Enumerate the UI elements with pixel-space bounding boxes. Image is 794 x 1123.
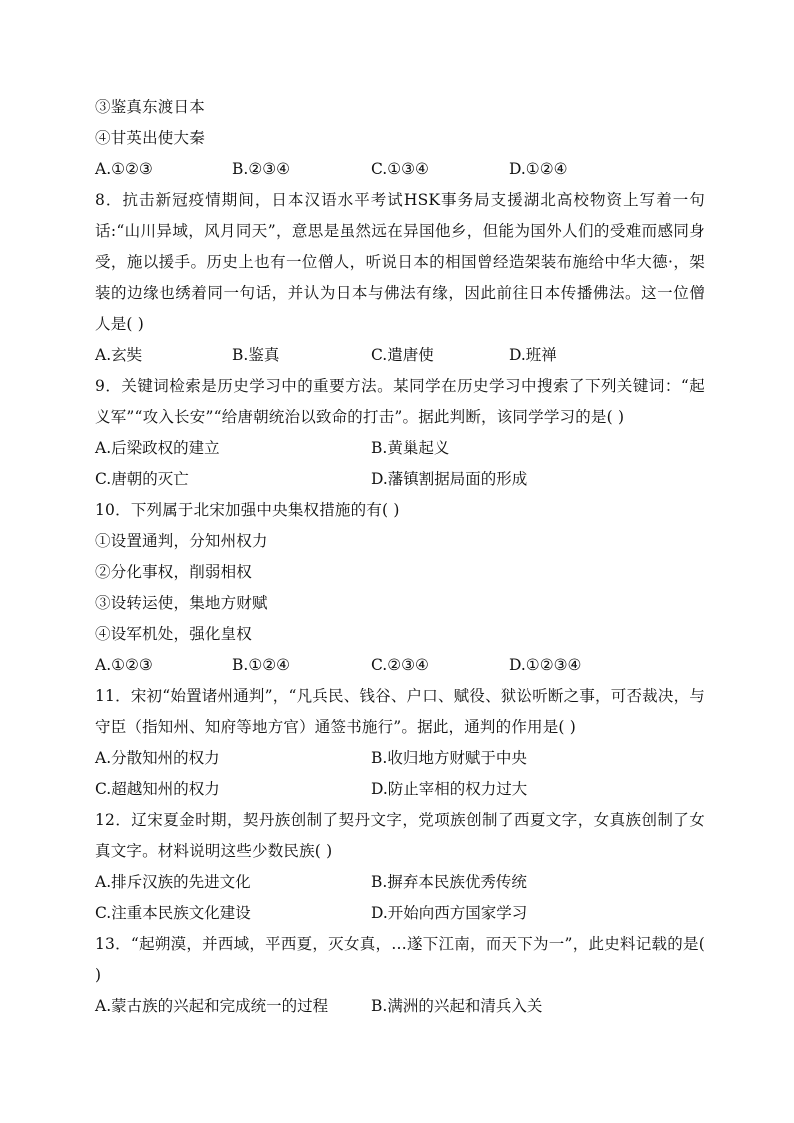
q13-option-b[interactable]: B.满洲的兴起和清兵入关 <box>371 997 543 1015</box>
q9-option-b[interactable]: B.黄巢起义 <box>371 439 450 457</box>
q10-option-c[interactable]: C.②③④ <box>371 656 429 674</box>
q12-option-c[interactable]: C.注重本民族文化建设 <box>95 904 251 922</box>
q8-options <box>95 340 705 371</box>
q9-stem: 9．关键词检索是历史学习中的重要方法。某同学在历史学习中搜索了下列关键词：“起义军”“攻入长安”“给唐朝统治以致命的打击”。据此判断，该同学学习的是( ) <box>95 377 705 426</box>
q12-option-a[interactable]: A.排斥汉族的先进文化 <box>95 873 251 891</box>
q8-option-a[interactable]: A.玄奘 <box>95 346 143 364</box>
q7-option-a[interactable]: A.①②③ <box>95 160 153 178</box>
q11-stem: 11．宋初“始置诸州通判”，“凡兵民、钱谷、户口、赋役、狱讼听断之事，可否裁决，与守臣（指知州、知府等地方官）通签书施行”。据此，通判的作用是( ) <box>95 687 705 736</box>
q10-option-d[interactable]: D.①②③④ <box>509 656 582 674</box>
q11-option-c[interactable]: C.超越知州的权力 <box>95 780 220 798</box>
q8-option-b[interactable]: B.鉴真 <box>232 346 280 364</box>
q8-option-c[interactable]: C.遣唐使 <box>371 346 434 364</box>
q11-option-b[interactable]: B.收归地方财赋于中央 <box>371 749 527 767</box>
q13-stem: 13．“起朔漠，并西域，平西夏，灭女真，…遂下江南，而天下为一”，此史料记载的是( ) <box>95 935 705 984</box>
q9-options-row1 <box>95 433 705 464</box>
exam-page <box>95 92 705 1022</box>
q9-options-row2 <box>95 464 705 495</box>
q12-options-row2 <box>95 898 705 929</box>
q7-option-b[interactable]: B.②③④ <box>232 160 291 178</box>
q10-options <box>95 650 705 681</box>
q11-options-row1 <box>95 743 705 774</box>
q9-option-a[interactable]: A.后梁政权的建立 <box>95 439 220 457</box>
q10-item-2: ②分化事权，削弱相权 <box>95 563 253 581</box>
q7-item-4: ④甘英出使大秦 <box>95 129 205 147</box>
q10-item-4: ④设军机处，强化皇权 <box>95 625 253 643</box>
q11-options-row2 <box>95 774 705 805</box>
q12-option-b[interactable]: B.摒弃本民族优秀传统 <box>371 873 527 891</box>
q7-option-d[interactable]: D.①②④ <box>509 160 568 178</box>
q11-option-a[interactable]: A.分散知州的权力 <box>95 749 220 767</box>
q8-option-d[interactable]: D.班禅 <box>509 346 557 364</box>
q12-stem: 12．辽宋夏金时期，契丹族创制了契丹文字，党项族创制了西夏文字，女真族创制了女真文字。材料说明这些少数民族( ) <box>95 811 705 860</box>
q10-item-3: ③设转运使，集地方财赋 <box>95 594 268 612</box>
q9-option-d[interactable]: D.藩镇割据局面的形成 <box>371 470 528 488</box>
q13-options-row1 <box>95 991 705 1022</box>
q7-item-3: ③鉴真东渡日本 <box>95 98 205 116</box>
q10-option-b[interactable]: B.①②④ <box>232 656 291 674</box>
q9-option-c[interactable]: C.唐朝的灭亡 <box>95 470 189 488</box>
q12-option-d[interactable]: D.开始向西方国家学习 <box>371 904 528 922</box>
q13-option-a[interactable]: A.蒙古族的兴起和完成统一的过程 <box>95 997 329 1015</box>
q10-option-a[interactable]: A.①②③ <box>95 656 153 674</box>
q7-option-c[interactable]: C.①③④ <box>371 160 429 178</box>
q10-item-1: ①设置通判，分知州权力 <box>95 532 268 550</box>
q12-options-row1 <box>95 867 705 898</box>
q8-stem: 8．抗击新冠疫情期间，日本汉语水平考试HSK事务局支援湖北高校物资上写着一句话:“山川异域，风月同天”，意思是虽然远在异国他乡，但能为国外人们的受难而感同身受，施以援手。历史上也有一位僧人，听说日本的相国曾经造架装布施给中华大德·，架装的边缘也绣着同一句话，并认为日本与佛法有缘，因此前往日本传播佛法。这一位僧人是( ) <box>95 191 705 333</box>
q10-stem: 10．下列属于北宋加强中央集权措施的有( ) <box>95 501 400 519</box>
q11-option-d[interactable]: D.防止宰相的权力过大 <box>371 780 528 798</box>
q7-options <box>95 154 705 185</box>
